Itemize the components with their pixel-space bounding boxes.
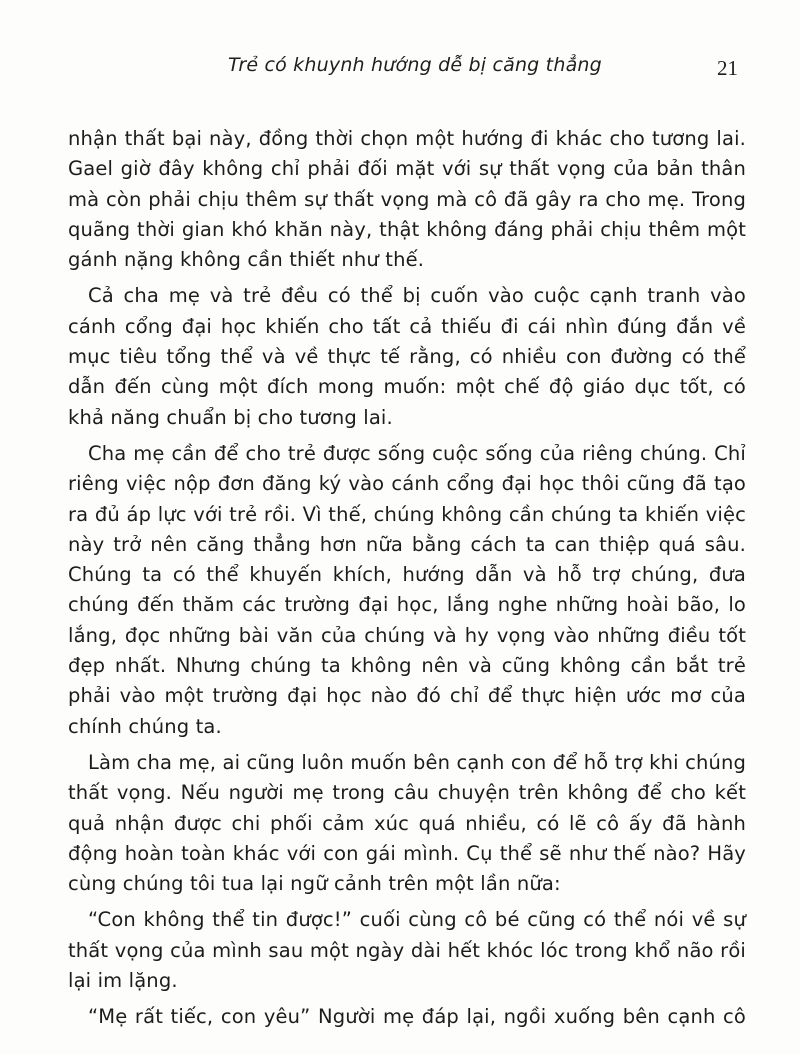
running-title: Trẻ có khuynh hướng dễ bị căng thẳng [228,54,602,76]
page-number: 21 [717,56,738,80]
paragraph-continuation: nhận thất bại này, đồng thời chọn một hướng đi khác cho tương lai. Gael giờ đây không chỉ phải đối mặt với sự thất vọng của bản thân mà còn phải chịu thêm sự thất vọng mà cô đã gây ra cho mẹ. Trong quãng thời gian khó khăn này, thật không đáng phải chịu thêm một gánh nặng không cần thiết như thế. [68,127,746,272]
body-text [68,124,746,1039]
paragraph: Cha mẹ cần để cho trẻ được sống cuộc sống của riêng chúng. Chỉ riêng việc nộp đơn đăng ký vào cánh cổng đại học thôi cũng đã tạo ra đủ áp lực với trẻ rồi. Vì thế, chúng không cần chúng ta khiến việc này trở nên căng thẳng hơn nữa bằng cách ta can thiệp quá sâu. Chúng ta có thể khuyến khích, hướng dẫn và hỗ trợ chúng, đưa chúng đến thăm các trường đại học, lắng nghe những hoài bão, lo lắng, đọc những bài văn của chúng và hy vọng vào những điều tốt đẹp nhất. Nhưng chúng ta không nên và cũng không cần bắt trẻ phải vào một trường đại học nào đó chỉ để thực hiện ước mơ của chính chúng ta. [68,441,746,738]
running-header [0,50,800,90]
paragraph-quote: “Mẹ rất tiếc, con yêu” Người mẹ đáp lại, ngồi xuống bên cạnh cô [88,1005,746,1029]
paragraph-quote: “Con không thể tin được!” cuối cùng cô bé cũng có thể nói về sự thất vọng của mình sau một ngày dài hết khóc lóc trong khổ não rồi lại im lặng. [68,908,746,993]
paragraph: Cả cha mẹ và trẻ đều có thể bị cuốn vào cuộc cạnh tranh vào cánh cổng đại học khiến cho tất cả thiếu đi cái nhìn đúng đắn về mục tiêu tổng thể và về thực tế rằng, có nhiều con đường có thể dẫn đến cùng một đích mong muốn: một chế độ giáo dục tốt, có khả năng chuẩn bị cho tương lai. [68,284,746,429]
paragraph: Làm cha mẹ, ai cũng luôn muốn bên cạnh con để hỗ trợ khi chúng thất vọng. Nếu người mẹ trong câu chuyện trên không để cho kết quả nhận được chi phối cảm xúc quá nhiều, có lẽ cô ấy đã hành động hoàn toàn khác với con gái mình. Cụ thể sẽ như thế nào? Hãy cùng chúng tôi tua lại ngữ cảnh trên một lần nữa: [68,750,746,896]
